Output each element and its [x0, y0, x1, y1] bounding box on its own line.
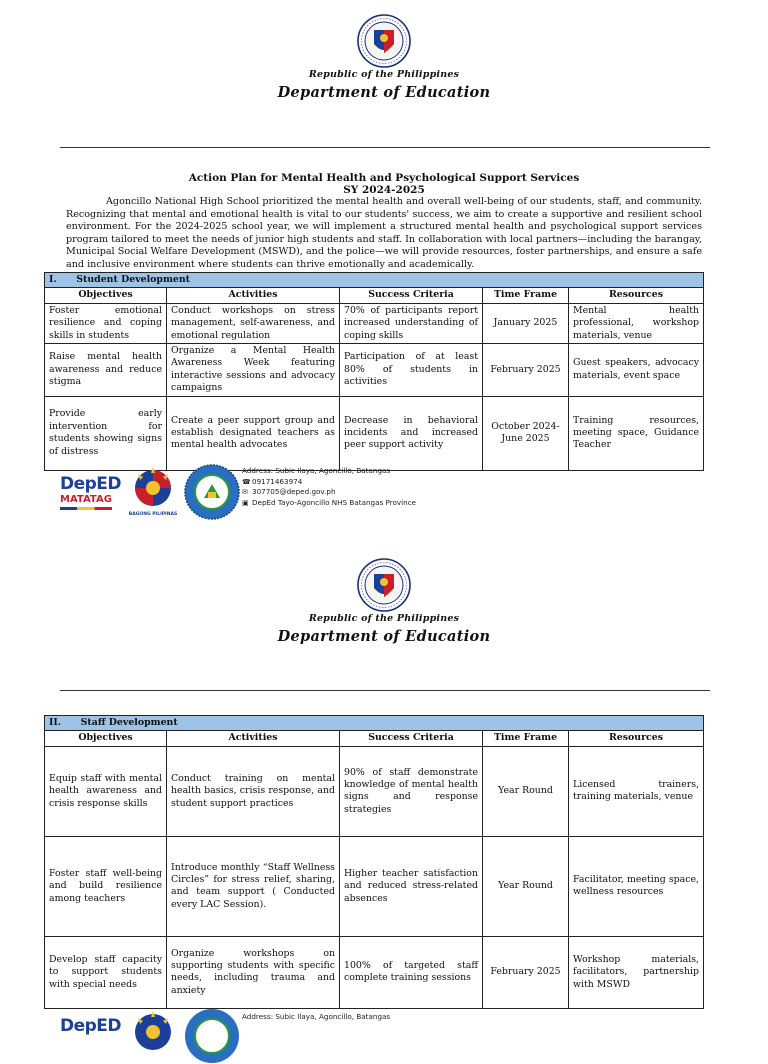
- monitor-icon: ▣: [242, 498, 249, 507]
- column-header-row: [45, 288, 704, 303]
- column-header-row: [45, 731, 704, 746]
- phone-line: [242, 477, 416, 488]
- bagong-pilipinas-sun-icon: [128, 466, 178, 508]
- staff-development-table: [44, 715, 704, 1009]
- time-frame-cell: February 2025: [483, 344, 569, 397]
- header-divider: [60, 147, 710, 148]
- section-header-row: [45, 273, 704, 288]
- table-row: [45, 303, 704, 343]
- objective-cell: Equip staff with mental health awareness and crisis response skills: [45, 746, 167, 836]
- address-line: Address: Subic Ilaya, Agoncillo, Batangas: [242, 1012, 391, 1021]
- address-line: Address: Subic Ilaya, Agoncillo, Batangas: [242, 466, 391, 475]
- activity-cell: Organize a Mental Health Awareness Week featuring interactive sessions and advocacy campaigns: [167, 344, 340, 397]
- matatag-underline: [60, 507, 112, 510]
- footer: [52, 1010, 512, 1036]
- objective-cell: Develop staff capacity to support students with special needs: [45, 936, 167, 1008]
- student-development-table: [44, 272, 704, 471]
- section-title: Student Development: [76, 274, 191, 285]
- section-title: Staff Development: [80, 717, 178, 728]
- success-criteria-cell: 90% of staff demonstrate knowledge of mental health signs and response strategies: [340, 746, 483, 836]
- resources-cell: Facilitator, meeting space, wellness resources: [569, 836, 704, 936]
- activity-cell: Organize workshops on supporting students with specific needs, including trauma and anxiety: [167, 936, 340, 1008]
- bagong-pilipinas-logo: [128, 466, 178, 516]
- success-criteria-cell: Participation of at least 80% of students in activities: [340, 344, 483, 397]
- email-line: [242, 487, 416, 498]
- resources-cell: Training resources, meeting space, Guidance Teacher: [569, 396, 704, 470]
- column-header: Success Criteria: [340, 731, 483, 746]
- objective-cell: Raise mental health awareness and reduce stigma: [45, 344, 167, 397]
- school-seal-icon: [184, 464, 240, 520]
- republic-heading: Republic of the Philippines: [308, 613, 460, 624]
- objective-cell: Provide early intervention for students showing signs of distress: [45, 396, 167, 470]
- objective-cell: Foster emotional resilience and coping skills in students: [45, 303, 167, 343]
- section-header-row: [45, 716, 704, 731]
- activity-cell: Create a peer support group and establish designated teachers as mental health advocates: [167, 396, 340, 470]
- department-heading: Department of Education: [277, 628, 491, 645]
- bagong-pilipinas-sun-icon: [128, 1010, 178, 1052]
- time-frame-cell: February 2025: [483, 936, 569, 1008]
- deped-matatag-logo: [60, 1016, 130, 1060]
- column-header: Time Frame: [483, 731, 569, 746]
- column-header: Time Frame: [483, 288, 569, 303]
- page-2: [0, 548, 768, 1036]
- header-divider: [60, 690, 710, 691]
- success-criteria-cell: 70% of participants report increased understanding of coping skills: [340, 303, 483, 343]
- footer: [52, 466, 512, 526]
- table-row: [45, 936, 704, 1008]
- success-criteria-cell: 100% of targeted staff complete training sessions: [340, 936, 483, 1008]
- table-row: [45, 396, 704, 470]
- title-line-2: SY 2024-2025: [343, 184, 425, 196]
- section-header: [45, 273, 704, 288]
- contact-block: [242, 1012, 390, 1023]
- activity-cell: Introduce monthly “Staff Wellness Circles” for stress relief, sharing, and team support ( Conducted every LAC Session).: [167, 836, 340, 936]
- phone-icon: ☎: [242, 477, 251, 486]
- success-criteria-cell: Decrease in behavioral incidents and increased peer support activity: [340, 396, 483, 470]
- bagong-pilipinas-text: BAGONG PILIPINAS: [128, 512, 178, 517]
- section-header: [45, 716, 704, 731]
- republic-heading: Republic of the Philippines: [308, 69, 460, 80]
- document-title: [0, 172, 768, 196]
- column-header: Objectives: [45, 731, 167, 746]
- section-number: II.: [49, 717, 62, 728]
- time-frame-cell: Year Round: [483, 746, 569, 836]
- column-header: Objectives: [45, 288, 167, 303]
- success-criteria-cell: Higher teacher satisfaction and reduced stress-related absences: [340, 836, 483, 936]
- activity-cell: Conduct training on mental health basics, crisis response, and student support practices: [167, 746, 340, 836]
- column-header: Activities: [167, 731, 340, 746]
- time-frame-cell: October 2024-June 2025: [483, 396, 569, 470]
- matatag-text: MATATAG: [60, 494, 112, 505]
- envelope-icon: ✉: [242, 488, 248, 496]
- time-frame-cell: January 2025: [483, 303, 569, 343]
- resources-cell: Guest speakers, advocacy materials, event space: [569, 344, 704, 397]
- table-row: [45, 746, 704, 836]
- deped-seal-icon: [357, 558, 411, 612]
- bagong-pilipinas-logo: [128, 1010, 178, 1060]
- facebook-line: [242, 498, 416, 509]
- deped-matatag-logo: [60, 474, 130, 518]
- school-seal-icon: [184, 1008, 240, 1064]
- deped-seal-icon: [357, 14, 411, 68]
- department-heading: Department of Education: [277, 84, 491, 101]
- column-header: Resources: [569, 288, 704, 303]
- facebook-page: DepEd Tayo-Agoncillo NHS Batangas Province: [252, 497, 417, 507]
- resources-cell: Workshop materials, facilitators, partnership with MSWD: [569, 936, 704, 1008]
- column-header: Resources: [569, 731, 704, 746]
- resources-cell: Mental health professional, workshop materials, venue: [569, 303, 704, 343]
- table-row: [45, 344, 704, 397]
- resources-cell: Licensed trainers, training materials, venue: [569, 746, 704, 836]
- objective-cell: Foster staff well-being and build resilience among teachers: [45, 836, 167, 936]
- intro-paragraph: Agoncillo National High School prioritized the mental health and overall well-being of our students, staff, and community. Recognizing that mental and emotional health is vital to our students' success, we aim to create a supportive and resilient school environment. For the 2024-2025 school year, we will implement a structured mental health and psychological support services program tailored to meet the needs of junior high students and staff. In collaboration with local partners—including the barangay, Municipal Social Welfare Development (MSWD), and the police—we will provide resources, foster partnerships, and ensure a safe and inclusive environment where students can thrive emotionally and academically.: [66, 196, 702, 270]
- activity-cell: Conduct workshops on stress management, self-awareness, and emotional regulation: [167, 303, 340, 343]
- phone-number: 09171463974: [252, 476, 303, 486]
- time-frame-cell: Year Round: [483, 836, 569, 936]
- contact-block: [242, 466, 416, 508]
- column-header: Success Criteria: [340, 288, 483, 303]
- deped-logo-text: DepED: [60, 474, 122, 494]
- deped-logo-text: DepED: [60, 1016, 122, 1036]
- table-row: [45, 836, 704, 936]
- email-address: 307705@deped.gov.ph: [252, 487, 336, 496]
- title-line-1: Action Plan for Mental Health and Psychological Support Services: [188, 172, 580, 184]
- section-number: I.: [49, 274, 57, 285]
- column-header: Activities: [167, 288, 340, 303]
